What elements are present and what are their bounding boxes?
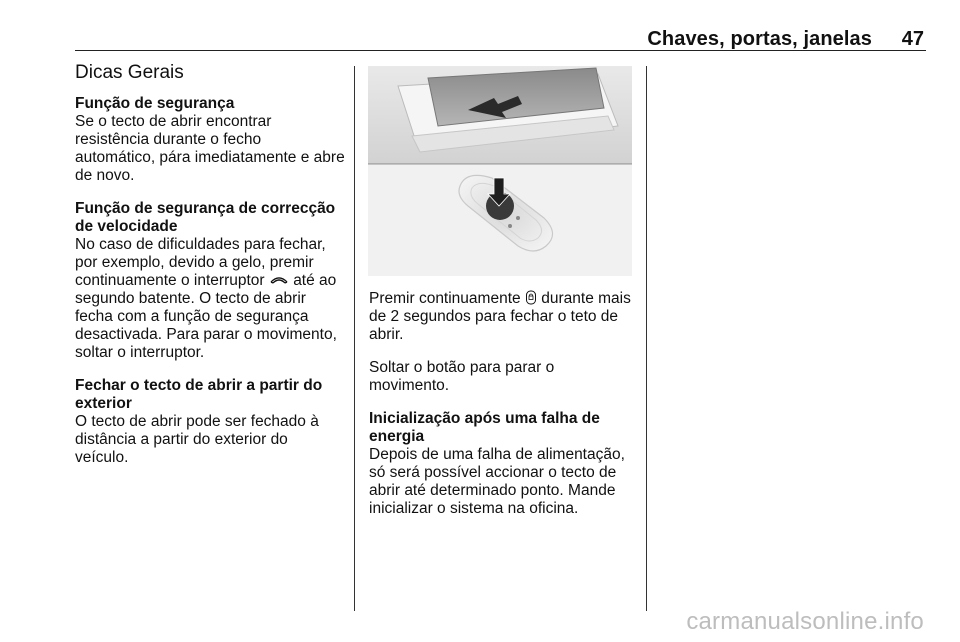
sunroof-key-illustration (368, 66, 632, 276)
column-divider-left (354, 66, 355, 611)
heading-speed-correction: Função de segurança de correcção de velocidade (75, 200, 336, 235)
sunroof-switch-icon (269, 272, 289, 284)
paragraph-speed-correction (75, 236, 345, 362)
heading-initialization: Inicialização após uma falha de energia (369, 410, 600, 445)
key-lock-icon (525, 290, 537, 305)
header-rule (75, 50, 926, 51)
section-title: Dicas Gerais (75, 62, 184, 83)
paragraph-initialization: Depois de uma falha de alimentação, só será possível accionar o tecto de abrir até determinado ponto. Mande inicializar o sistema na oficina. (369, 446, 625, 517)
paragraph-press-key (369, 290, 635, 344)
page-number: 47 (901, 28, 924, 50)
heading-safety-function: Função de segurança (75, 95, 235, 112)
text-after-switch-icon: até ao segundo batente. O tecto de abrir fecha com a função de segurança desactivada. Para parar o movimento, soltar o interruptor. (75, 272, 337, 361)
paragraph-safety-function: Se o tecto de abrir encontrar resistência durante o fecho automático, pára imediatamente e abre de novo. (75, 113, 345, 184)
text-after-key-icon: durante mais de 2 segundos para fechar o teto de abrir. (369, 290, 631, 343)
paragraph-release-button: Soltar o botão para parar o movimento. (369, 359, 555, 394)
column-divider-right (646, 66, 647, 611)
text-before-key-icon: Premir continuamente (369, 290, 521, 307)
paragraph-close-from-outside: O tecto de abrir pode ser fechado à distância a partir do exterior do veículo. (75, 413, 319, 466)
text-before-switch-icon: No caso de dificuldades para fechar, por exemplo, devido a gelo, premir continuamente o interruptor (75, 236, 326, 289)
header-title: Chaves, portas, janelas (647, 28, 872, 50)
right-column (369, 290, 635, 533)
left-column (75, 62, 345, 482)
heading-close-from-outside: Fechar o tecto de abrir a partir do exterior (75, 377, 323, 412)
watermark: carmanualsonline.info (686, 608, 924, 635)
